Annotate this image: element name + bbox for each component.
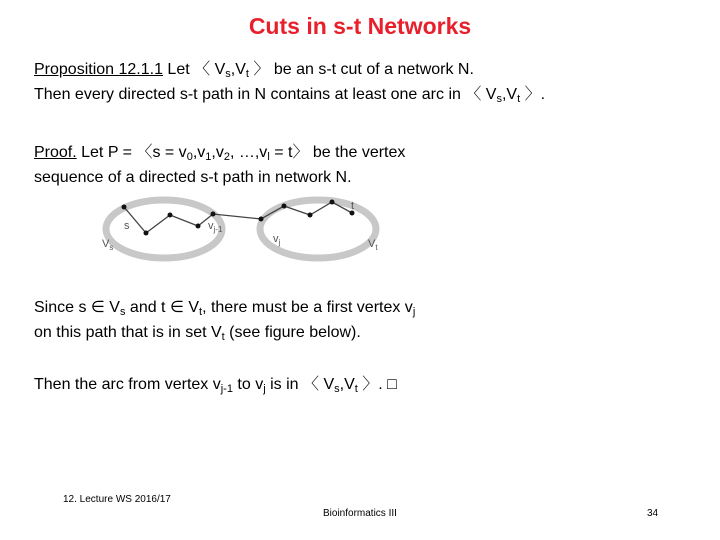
subscript: j (263, 383, 266, 395)
text: 〉. (520, 86, 546, 103)
text: Let 〈 V (162, 61, 226, 78)
since-text (34, 295, 415, 345)
subscript: t (375, 243, 378, 252)
slide-title: Cuts in s-t Networks (248, 13, 472, 39)
subscript: t (354, 383, 358, 395)
vertex (308, 213, 313, 218)
subscript: 2 (223, 151, 230, 163)
proof-text (34, 140, 405, 190)
proof-line-2: sequence of a directed s-t path in network N. (34, 169, 352, 186)
subscript: s (496, 93, 502, 105)
proposition-line-1 (34, 57, 545, 82)
text: , …,v (229, 144, 268, 161)
text: is in 〈 V (265, 376, 335, 393)
text: V (368, 238, 376, 250)
subscript: 1 (205, 151, 212, 163)
text: 〉. □ (357, 376, 397, 393)
since-line-2 (34, 320, 415, 345)
proposition-line-2 (34, 82, 545, 107)
page-number: 34 (647, 508, 659, 519)
conclusion-text (34, 372, 397, 397)
subscript: t (245, 68, 249, 80)
text: ,V (339, 376, 355, 393)
vertex (168, 213, 173, 218)
subscript: t (199, 306, 203, 318)
proof-label: Proof. (34, 144, 77, 161)
text: v (273, 233, 279, 245)
text: (see figure below). (224, 324, 361, 341)
subscript: j-1 (213, 225, 223, 234)
text: ,v (192, 144, 206, 161)
subscript: j-1 (220, 383, 233, 395)
label-s: s (124, 220, 130, 232)
vertex-vj (259, 217, 264, 222)
path-figure (96, 193, 388, 263)
subscript: s (225, 68, 231, 80)
text: , there must be a first vertex v (202, 299, 413, 316)
footer-course: Bioinformatics III (323, 508, 397, 519)
subscript: t (517, 93, 521, 105)
vertex-s (122, 205, 127, 210)
proposition-text (34, 57, 545, 107)
text: Then every directed s-t path in N contains at least one arc in 〈 V (34, 86, 497, 103)
text: 〉 be an s-t cut of a network N. (248, 61, 474, 78)
subscript: j (412, 306, 416, 318)
text: ,V (230, 61, 246, 78)
proposition-label: Proposition 12.1.1 (34, 61, 163, 78)
text: and t ∈ V (125, 299, 199, 316)
subscript: j (278, 238, 281, 247)
text: on this path that is in set V (34, 324, 222, 341)
subscript: s (109, 243, 114, 252)
text: ,V (501, 86, 518, 103)
text: Let P = 〈s = v (76, 144, 187, 161)
text: Then the arc from vertex v (34, 376, 221, 393)
label-t: t (351, 200, 355, 212)
vertex (330, 200, 335, 205)
since-line-1 (34, 295, 415, 320)
subscript: l (267, 151, 270, 163)
text: = t〉 be the vertex (269, 144, 406, 161)
text: ,v (211, 144, 224, 161)
footer-lecture: 12. Lecture WS 2016/17 (63, 494, 171, 505)
proof-line-1 (34, 140, 405, 165)
text: v (208, 220, 214, 232)
vertex (196, 224, 201, 229)
text: Since s ∈ V (34, 299, 120, 316)
subscript: t (221, 331, 225, 343)
subscript: s (334, 383, 340, 395)
vertex (282, 204, 287, 209)
vertex (144, 231, 149, 236)
subscript: s (119, 306, 126, 318)
vertex-vj-1 (211, 212, 216, 217)
text: V (102, 238, 110, 250)
subscript: 0 (186, 151, 193, 163)
text: to v (232, 376, 264, 393)
